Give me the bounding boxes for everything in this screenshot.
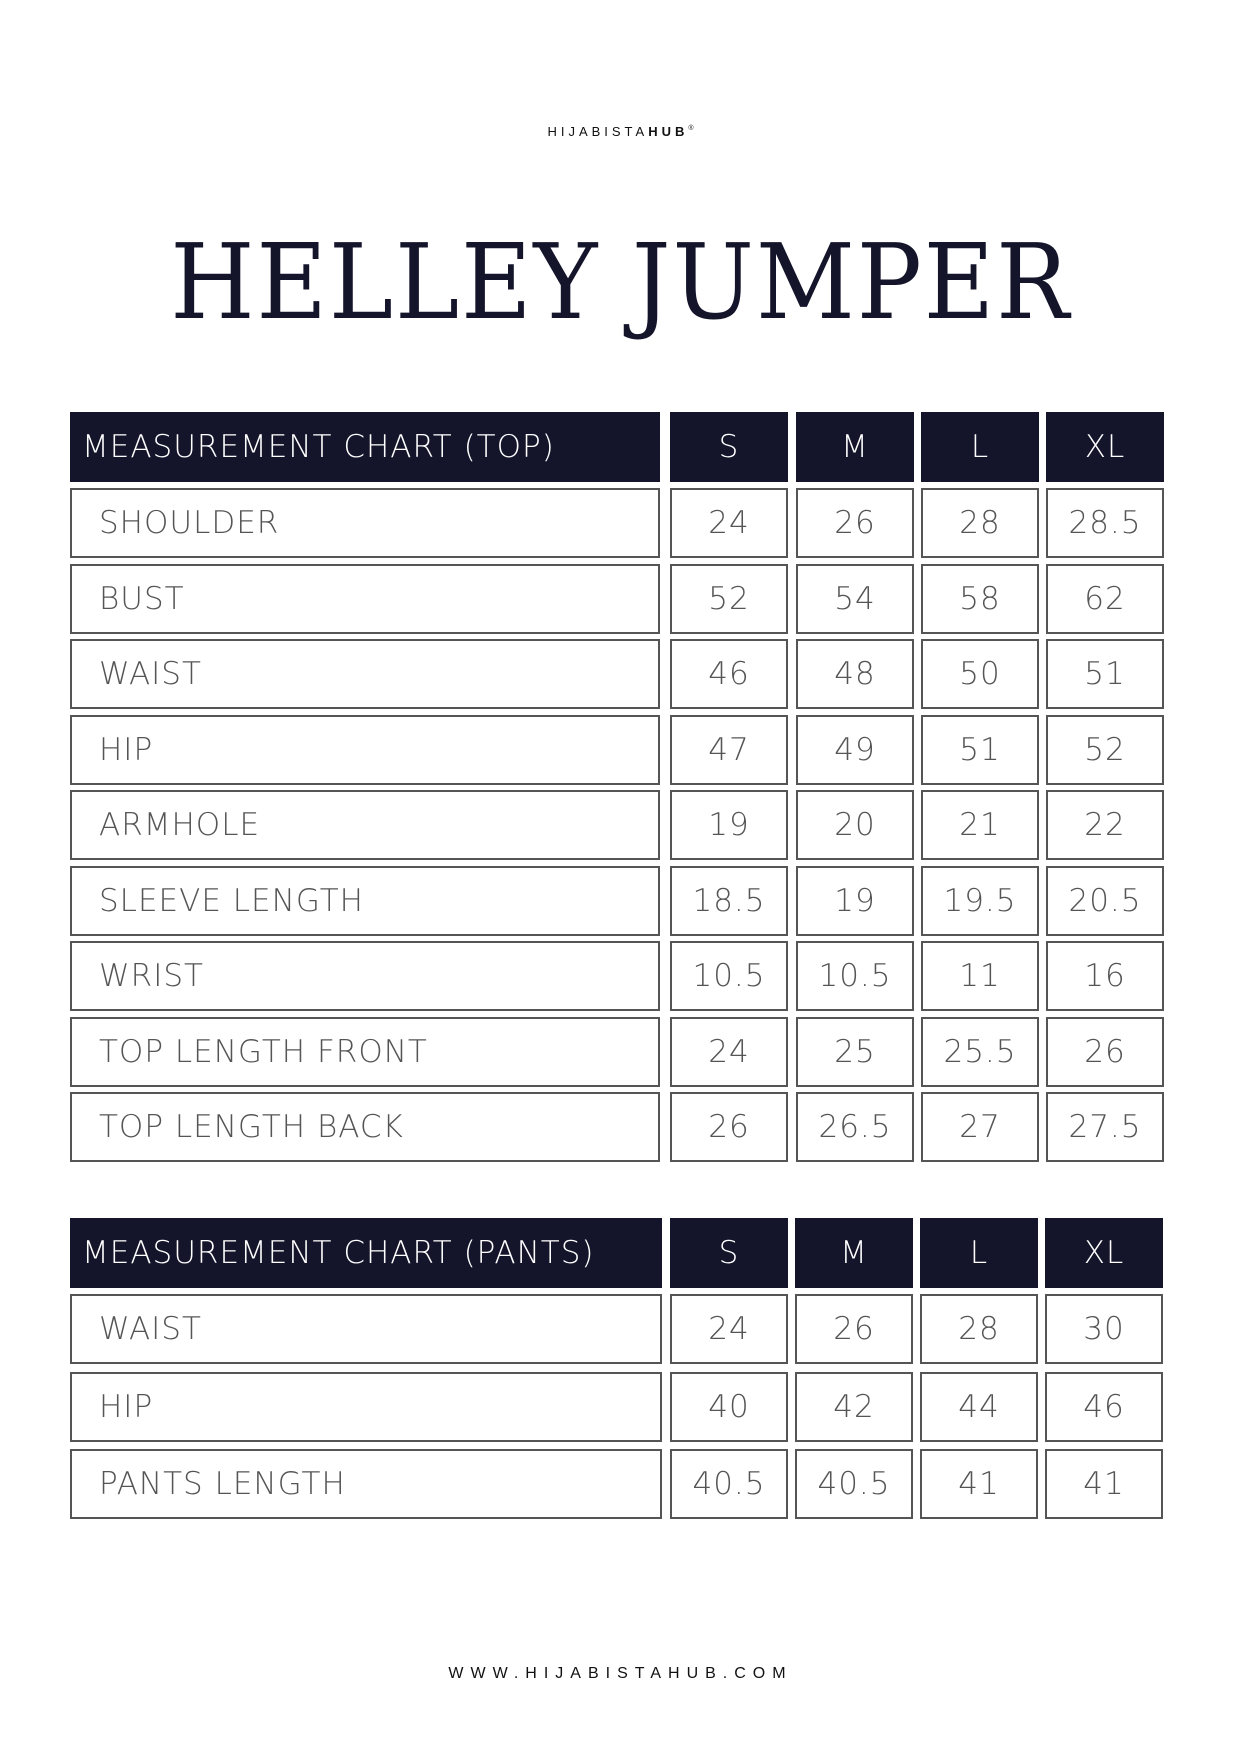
row-label: PANTS LENGTH [70,1449,662,1519]
row-label: SHOULDER [70,488,660,558]
brand-suffix: HUB [648,124,689,139]
row-label: WRIST [70,941,660,1011]
measurement-cell: 41 [920,1449,1038,1519]
row-label: HIP [70,715,660,785]
measurement-cell: 18.5 [670,866,788,936]
row-label: WAIST [70,639,660,709]
website-url: WWW.HIJABISTAHUB.COM [448,1665,793,1682]
measurement-cell: 51 [921,715,1039,785]
measurement-cell: 51 [1046,639,1164,709]
measurement-cell: 40.5 [795,1449,913,1519]
measurement-cell: 26 [1046,1017,1164,1087]
measurement-cell: 19 [796,866,914,936]
row-label: WAIST [70,1294,662,1364]
row-label: SLEEVE LENGTH [70,866,660,936]
measurement-cell: 28 [920,1294,1038,1364]
brand-logo [0,124,1241,139]
measurement-cell: 52 [1046,715,1164,785]
measurement-cell: 24 [670,1294,788,1364]
chart-header: MEASUREMENT CHART (PANTS) [70,1218,662,1288]
measurement-cell: 42 [795,1372,913,1442]
measurement-cell: 47 [670,715,788,785]
measurement-cell: 20.5 [1046,866,1164,936]
measurement-cell: 26.5 [796,1092,914,1162]
measurement-cell: 16 [1046,941,1164,1011]
measurement-cell: 24 [670,1017,788,1087]
size-header-s: S [670,1218,788,1288]
measurement-cell: 26 [796,488,914,558]
measurement-cell: 10.5 [796,941,914,1011]
row-label: TOP LENGTH BACK [70,1092,660,1162]
measurement-cell: 54 [796,564,914,634]
size-header-l: L [920,1218,1038,1288]
measurement-cell: 26 [795,1294,913,1364]
measurement-cell: 30 [1045,1294,1163,1364]
measurement-cell: 25 [796,1017,914,1087]
measurement-cell: 10.5 [670,941,788,1011]
measurement-cell: 24 [670,488,788,558]
measurement-cell: 49 [796,715,914,785]
measurement-cell: 46 [1045,1372,1163,1442]
size-header-l: L [921,412,1039,482]
measurement-cell: 21 [921,790,1039,860]
measurement-cell: 28 [921,488,1039,558]
page-title: HELLEY JUMPER [170,221,1071,343]
row-label: TOP LENGTH FRONT [70,1017,660,1087]
row-label: BUST [70,564,660,634]
row-label: HIP [70,1372,662,1442]
brand-prefix: HIJABISTA [547,124,649,139]
measurement-cell: 27.5 [1046,1092,1164,1162]
measurement-cell: 19 [670,790,788,860]
measurement-cell: 19.5 [921,866,1039,936]
size-header-s: S [670,412,788,482]
measurement-cell: 27 [921,1092,1039,1162]
chart-header: MEASUREMENT CHART (TOP) [70,412,660,482]
measurement-cell: 50 [921,639,1039,709]
measurement-cell: 41 [1045,1449,1163,1519]
measurement-cell: 25.5 [921,1017,1039,1087]
measurement-cell: 44 [920,1372,1038,1442]
measurement-cell: 11 [921,941,1039,1011]
measurement-cell: 52 [670,564,788,634]
measurement-cell: 28.5 [1046,488,1164,558]
size-header-xl: XL [1046,412,1164,482]
measurement-cell: 20 [796,790,914,860]
brand-mark: ® [688,125,694,132]
measurement-cell: 62 [1046,564,1164,634]
size-header-xl: XL [1045,1218,1163,1288]
measurement-cell: 40 [670,1372,788,1442]
measurement-cell: 48 [796,639,914,709]
measurement-cell: 40.5 [670,1449,788,1519]
size-header-m: M [795,1218,913,1288]
measurement-cell: 22 [1046,790,1164,860]
measurement-cell: 46 [670,639,788,709]
measurement-cell: 58 [921,564,1039,634]
size-header-m: M [796,412,914,482]
row-label: ARMHOLE [70,790,660,860]
measurement-cell: 26 [670,1092,788,1162]
